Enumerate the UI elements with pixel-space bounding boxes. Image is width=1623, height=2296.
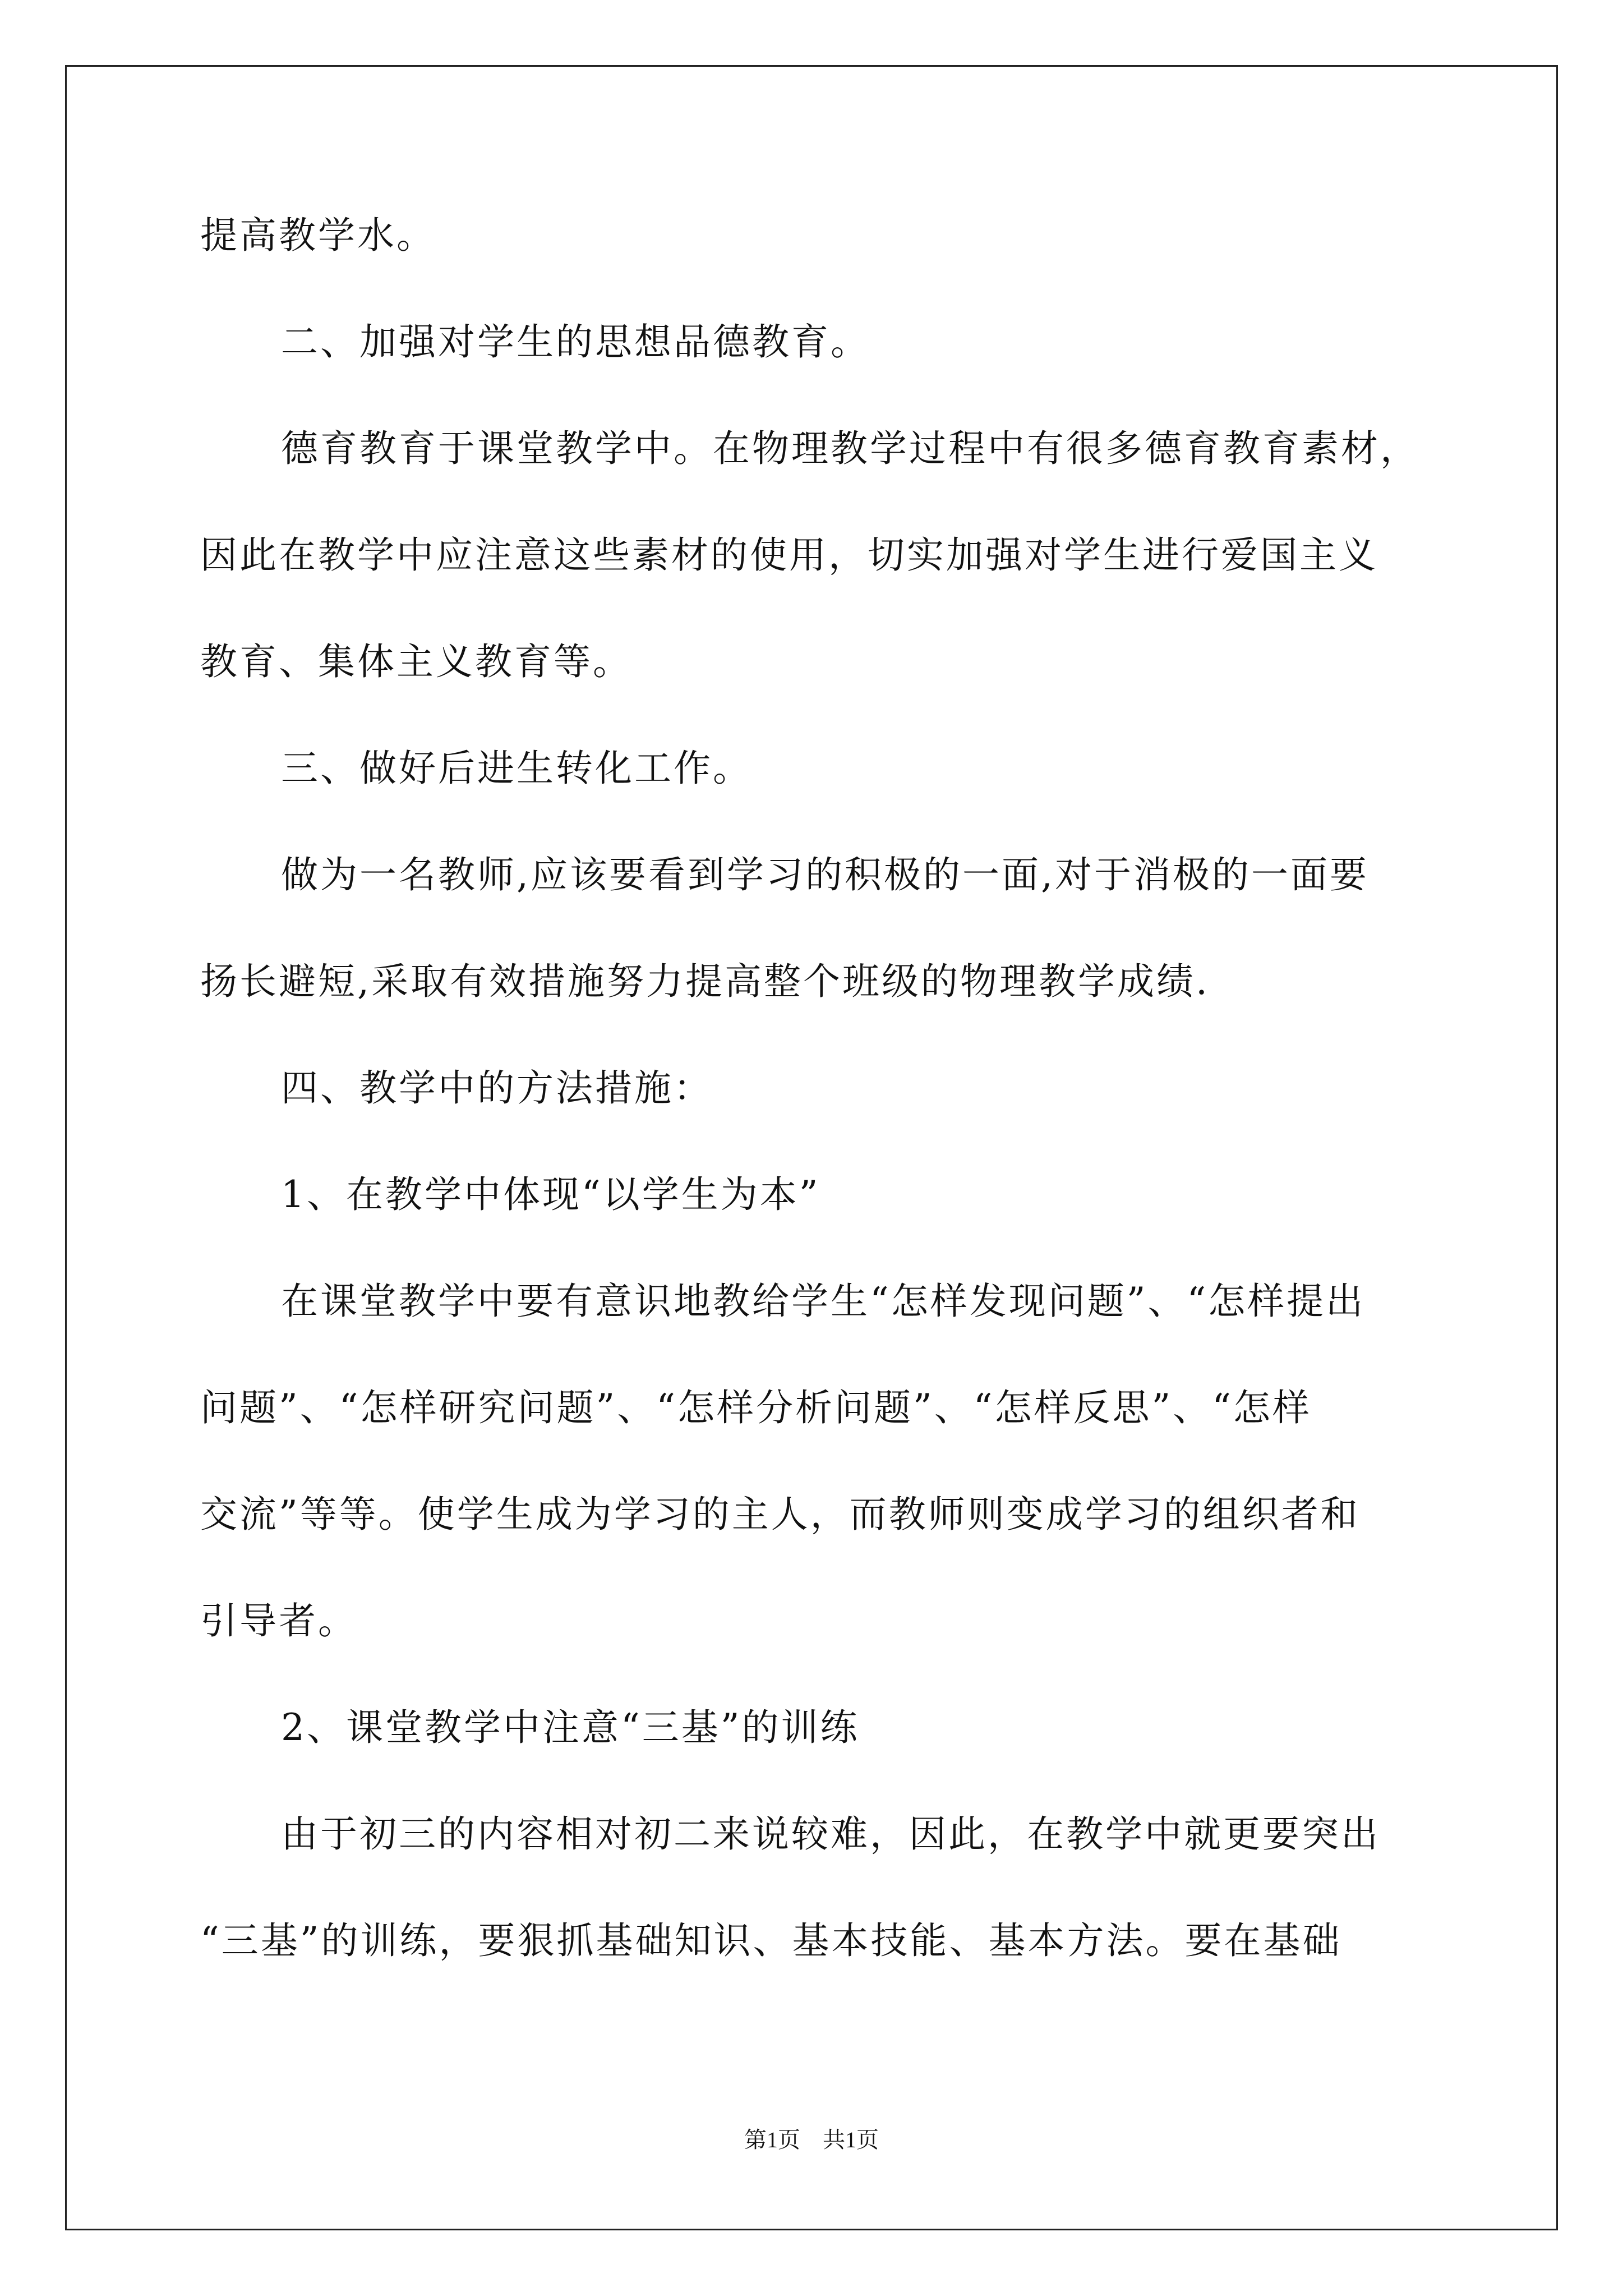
text-line: 教育、集体主义教育等。: [200, 640, 632, 683]
subsection-heading-1: 1、在教学中体现“以学生为本”: [281, 1173, 820, 1216]
text-line: 在课堂教学中要有意识地教给学生“怎样发现问题”、“怎样提出: [281, 1280, 1366, 1323]
section-heading-3: 三、做好后进生转化工作。: [281, 747, 752, 790]
section-heading-4: 四、教学中的方法措施：: [281, 1066, 713, 1110]
text-line: 由于初三的内容相对初二来说较难，因此，在教学中就更要突出: [281, 1812, 1380, 1856]
text-line: 引导者。: [200, 1599, 357, 1642]
text-line: 德育教育于课堂教学中。在物理教学过程中有很多德育教育素材，: [281, 427, 1419, 470]
text-line: 因此在教学中应注意这些素材的使用，切实加强对学生进行爱国主义: [200, 533, 1378, 577]
text-line: 提高教学水。: [200, 214, 436, 257]
subsection-heading-2: 2、课堂教学中注意“三基”的训练: [281, 1706, 860, 1749]
page-number-footer: 第1页 共1页: [744, 2127, 879, 2152]
page-border: [65, 65, 1558, 2230]
text-line: 做为一名教师,应该要看到学习的积极的一面,对于消极的一面要: [281, 853, 1369, 896]
text-line: 交流”等等。使学生成为学习的主人，而教师则变成学习的组织者和: [200, 1493, 1360, 1536]
text-line: “三基”的训练，要狠抓基础知识、基本技能、基本方法。要在基础: [200, 1919, 1342, 1962]
text-line: 问题”、“怎样研究问题”、“怎样分析问题”、“怎样反思”、“怎样: [200, 1386, 1312, 1429]
section-heading-2: 二、加强对学生的思想品德教育。: [281, 320, 870, 364]
text-line: 扬长避短,采取有效措施努力提高整个班级的物理教学成绩.: [200, 960, 1210, 1003]
